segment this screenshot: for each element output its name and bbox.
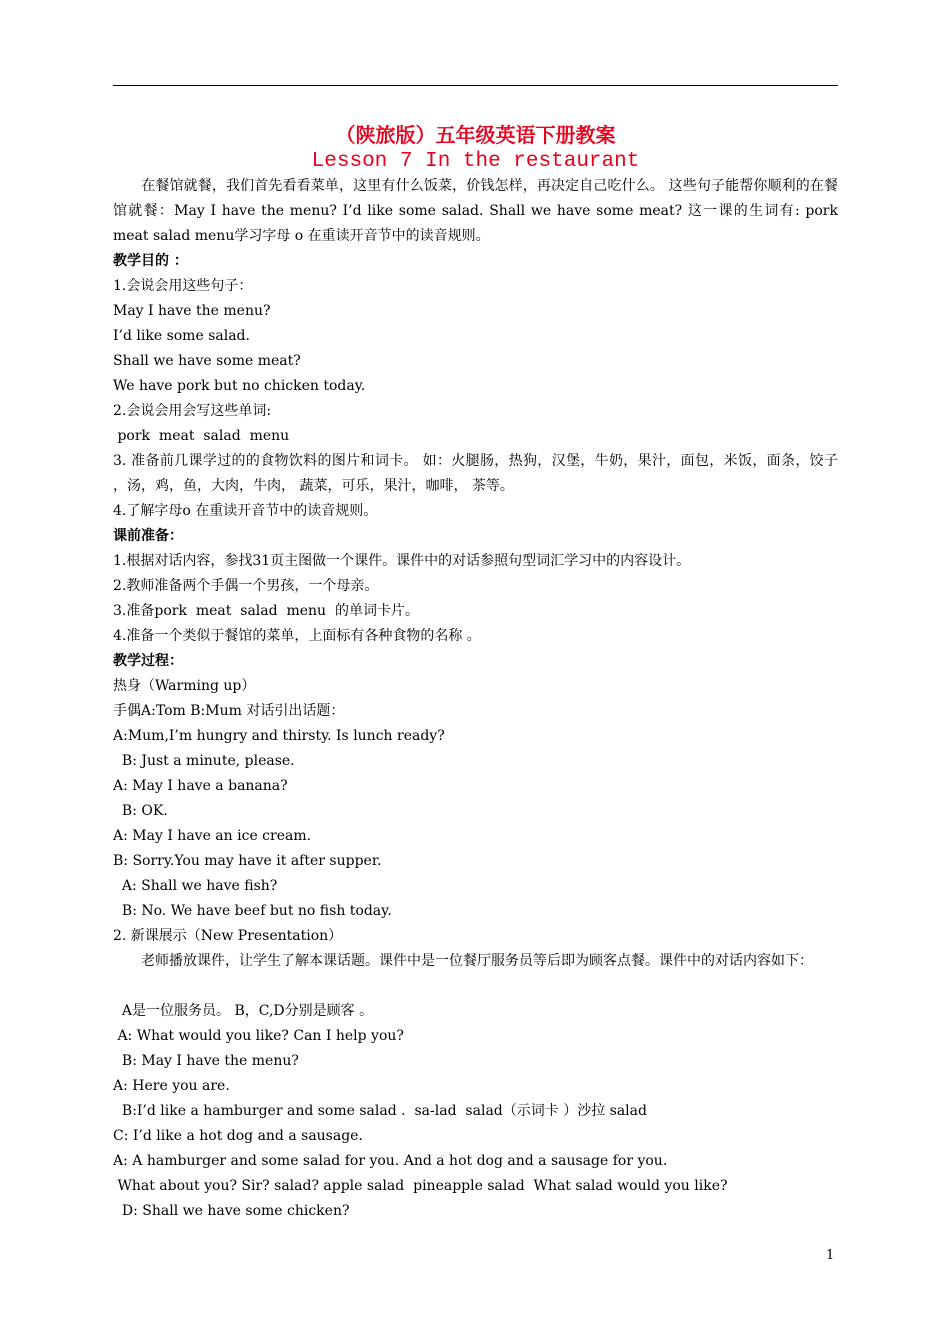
process-line: B: No. We have beef but no fish today. (113, 903, 392, 919)
prep-line: 3.准备pork meat salad menu 的单词卡片。 (113, 603, 419, 619)
process-line: 热身（Warming up） (113, 678, 256, 694)
process-line: B: Just a minute, please. (113, 753, 295, 769)
objective-line: We have pork but no chicken today. (113, 378, 366, 394)
objective-three: 3. 准备前几课学过的的食物饮料的图片和词卡。 如：火腿肠，热狗，汉堡，牛奶，果汁，面包，米饭，面条，饺子 ，汤，鸡，鱼，大肉，牛肉， 蔬菜，可乐，果汁，咖啡， 茶等。 (113, 453, 838, 494)
dialogue-line: A: A hamburger and some salad for you. And a hot dog and a sausage for you. (113, 1153, 668, 1169)
process-line: 2. 新课展示（New Presentation） (113, 928, 343, 944)
dialogue-line: What about you? Sir? salad? apple salad pineapple salad What salad would you like? (113, 1178, 728, 1194)
objective-line: 1.会说会用这些句子： (113, 278, 253, 294)
intro-paragraph: 在餐馆就餐，我们首先看看菜单，这里有什么饭菜，价钱怎样，再决定自己吃什么。 这些句子能帮你顺利的在餐馆就餐：May I have the menu? I’d like some salad. Shall we have some meat? 这一课的生词有: pork meat salad menu学习字母 o 在重读开音节中的读音规则。 (113, 178, 838, 244)
header-rule (113, 85, 838, 86)
dialogue-line: B: May I have the menu? (113, 1053, 299, 1069)
lesson-subtitle: Lesson 7 In the restaurant (311, 150, 640, 173)
dialogue-line: B:I’d like a hamburger and some salad . sa-lad salad（示词卡 ）沙拉 salad (113, 1103, 647, 1119)
process-line: 手偶A:Tom B:Mum 对话引出话题： (113, 703, 345, 719)
process-line: B: OK. (113, 803, 168, 819)
process-heading: 教学过程： (113, 653, 183, 669)
dialogue-line: A: Here you are. (113, 1078, 230, 1094)
prep-line: 4.准备一个类似于餐馆的菜单，上面标有各种食物的名称 。 (113, 628, 481, 644)
presentation-paragraph: 老师播放课件，让学生了解本课话题。课件中是一位餐厅服务员等后即为顾客点餐。课件中的对话内容如下： (113, 953, 813, 969)
dialogue-line: A是一位服务员。 B，C,D分别是顾客 。 (113, 1003, 374, 1019)
page-number: 1 (826, 1248, 835, 1263)
dialogue-line: D: Shall we have some chicken? (113, 1203, 350, 1219)
process-line: A: Shall we have fish? (113, 878, 278, 894)
dialogue-line: A: What would you like? Can I help you? (113, 1028, 404, 1044)
objective-line: Shall we have some meat? (113, 353, 301, 369)
objective-line: 2.会说会用会写这些单词: (113, 403, 272, 419)
objective-line: I’d like some salad. (113, 328, 250, 344)
prep-line: 1.根据对话内容，参找31页主图做一个课件。课件中的对话参照句型词汇学习中的内容设计。 (113, 553, 691, 569)
process-line: A: May I have a banana? (113, 778, 288, 794)
objective-line: pork meat salad menu (113, 428, 290, 444)
prep-line: 2.教师准备两个手偶一个男孩，一个母亲。 (113, 578, 379, 594)
prep-heading: 课前准备： (113, 528, 183, 544)
process-line: A: May I have an ice cream. (113, 828, 312, 844)
dialogue-line: C: I’d like a hot dog and a sausage. (113, 1128, 363, 1144)
document-body (113, 174, 838, 1224)
process-line: B: Sorry.You may have it after supper. (113, 853, 382, 869)
document-title: （陕旅版）五年级英语下册教案 (335, 123, 616, 147)
objective-line: May I have the menu? (113, 303, 271, 319)
objectives-heading: 教学目的 ： (113, 253, 188, 269)
objective-four: 4.了解字母o 在重读开音节中的读音规则。 (113, 503, 378, 519)
process-line: A:Mum,I’m hungry and thirsty. Is lunch ready? (113, 728, 445, 744)
